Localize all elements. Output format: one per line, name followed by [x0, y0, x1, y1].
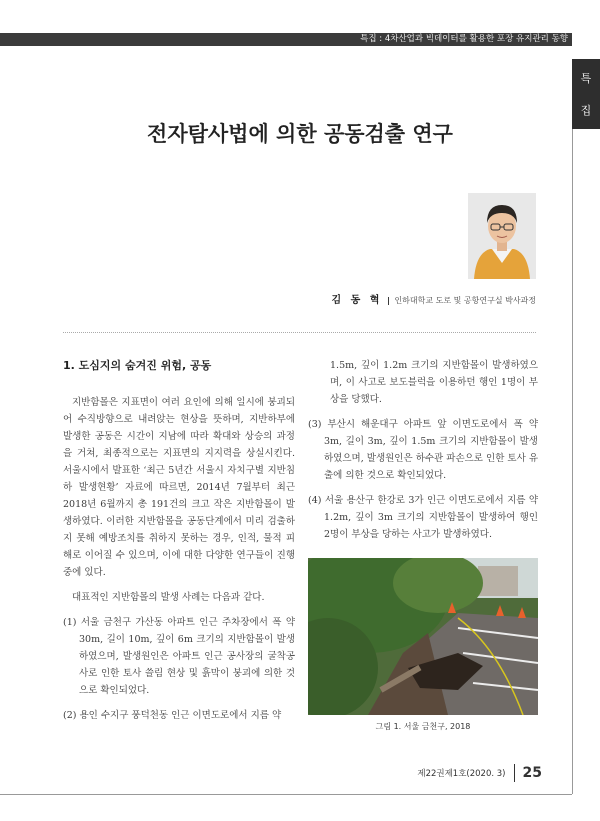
- series-header-bar: [0, 33, 572, 46]
- case-item-4: (4) 서울 용산구 한강로 3가 인근 이면도로에서 지름 약 1.2m, 깊이 3m 크기의 지반함몰이 발생하여 행인 2명이 부상을 당하는 사고가 발생하였다.: [308, 495, 538, 540]
- case-item-2: (2) 용인 수지구 풍덕천동 인근 이면도로에서 지름 약: [63, 710, 282, 721]
- case-item-3: (3) 부산시 해운대구 아파트 앞 이면도로에서 폭 약 3m, 길이 3m, 깊이 1.5m 크기의 지반함몰이 발생하였으며, 발생원인은 하수관 파손으로 인한 토사 유출에 의한 것으로 확인되었다.: [308, 419, 538, 481]
- dotted-divider: [63, 332, 536, 333]
- side-tab-char-1: 특: [580, 72, 592, 85]
- left-column: [63, 357, 295, 732]
- right-margin-rule: [572, 129, 573, 794]
- page-footer: [417, 764, 542, 782]
- case-item-1: (1) 서울 금천구 가산동 아파트 인근 주차장에서 폭 약 30m, 길이 10m, 깊이 6m 크기의 지반함몰이 발생하였으며, 발생원인은 아파트 인근 공사장의 굴착공사로 인한 토사 쓸림 현상 및 흙막이 붕괴에 의한 것으로 확인되었다.: [63, 617, 295, 696]
- author-separator: |: [386, 296, 390, 305]
- body-paragraph-2: 대표적인 지반함몰의 발생 사례는 다음과 같다.: [72, 592, 265, 603]
- issue-info: 제22권제1호(2020. 3): [417, 769, 506, 779]
- author-photo: [468, 193, 536, 279]
- side-tab-char-2: 집: [580, 104, 592, 117]
- footer-rule: [0, 794, 572, 795]
- figure-caption: 그림 1. 서울 금천구, 2018: [375, 722, 471, 731]
- author-affiliation: 인하대학교 도로 및 공항연구실 박사과정: [394, 296, 536, 305]
- case-item-2-continued: 1.5m, 깊이 1.2m 크기의 지반함몰이 발생하였으며, 이 사고로 보도블럭을 이용하던 행인 1명이 부상을 당했다.: [330, 360, 538, 405]
- body-paragraph-1: 지반함몰은 지표면이 여러 요인에 의해 일시에 붕괴되어 수직방향으로 내려앉는 현상을 뜻하며, 지반하부에 발생한 공동은 시간이 지남에 따라 확대와 상승의 과정을 거쳐, 최종적으로는 지표면의 지지력을 상실시킨다. 서울시에서 발표한 ‘최근 5년간 서울시 자치구별 지반침하 발생현황’ 자료에 따르면, 2014년 7월부터 최근 2018년 6월까지 총 191건의 크고 작은 지반함몰이 발생하였다. 이러한 지반함몰을 공동단계에서 미리 검출하지 못해 예방조치를 취하지 못하는 경우, 인적, 물적 피해로 이어질 수 있으며, 이에 대한 다양한 연구들이 진행 중에 있다.: [63, 397, 295, 578]
- sinkhole-photo: [308, 558, 538, 715]
- right-column: [308, 357, 538, 551]
- section-heading: 1. 도심지의 숨겨진 위험, 공동: [63, 359, 212, 372]
- page-number: 25: [522, 765, 542, 781]
- series-label: 특집 : 4차산업과 빅데이터를 활용한 포장 유지관리 동향: [360, 34, 568, 44]
- author-name: 김 동 혁: [331, 295, 383, 306]
- footer-divider: [514, 764, 515, 782]
- author-line: [331, 291, 536, 306]
- article-title: 전자탐사법에 의한 공동검출 연구: [147, 122, 453, 146]
